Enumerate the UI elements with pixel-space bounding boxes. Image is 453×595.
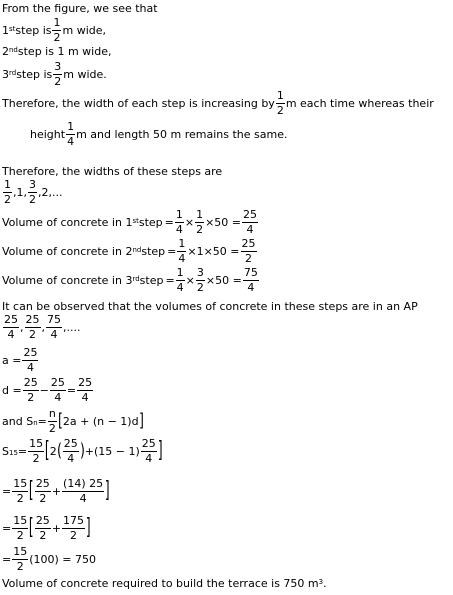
text: ,1, bbox=[13, 185, 27, 199]
bracket: [ bbox=[29, 515, 34, 541]
denominator: 4 bbox=[178, 251, 186, 265]
fraction bbox=[62, 478, 104, 504]
numerator: 1 bbox=[178, 237, 186, 250]
numerator: 25 bbox=[63, 437, 78, 450]
numerator: 25 bbox=[35, 477, 50, 490]
fraction bbox=[28, 438, 44, 464]
numerator: 25 bbox=[23, 346, 38, 359]
numerator: 15 bbox=[13, 477, 28, 490]
denominator: 2 bbox=[39, 491, 47, 505]
fraction bbox=[46, 314, 62, 340]
text: = bbox=[2, 484, 12, 498]
text: ,.... bbox=[63, 320, 81, 334]
fraction bbox=[22, 347, 38, 373]
subscript: n bbox=[33, 418, 38, 427]
denominator: 2 bbox=[276, 103, 284, 117]
fraction bbox=[276, 90, 285, 116]
fraction bbox=[25, 314, 41, 340]
text: − bbox=[39, 383, 49, 397]
denominator: 4 bbox=[176, 280, 184, 294]
fraction bbox=[53, 61, 62, 87]
fraction bbox=[50, 377, 66, 403]
subscript: 15 bbox=[8, 448, 18, 457]
numerator: 25 bbox=[35, 514, 50, 527]
denominator: 2 bbox=[39, 528, 47, 542]
numerator: 25 bbox=[241, 237, 256, 250]
text: 2a + (n − 1)d bbox=[62, 414, 139, 428]
superscript: rd bbox=[9, 68, 17, 77]
text: + bbox=[51, 521, 62, 535]
ap-statement bbox=[2, 301, 418, 312]
text: ,2,... bbox=[38, 185, 63, 199]
numerator: 3 bbox=[29, 178, 36, 191]
denominator: 2 bbox=[29, 327, 36, 341]
step2-width-line bbox=[2, 46, 111, 57]
text: = bbox=[37, 414, 47, 428]
widths-heading bbox=[2, 166, 222, 177]
fraction bbox=[141, 438, 157, 464]
text: ×50 = bbox=[205, 273, 242, 287]
fraction bbox=[3, 314, 19, 340]
denominator: 2 bbox=[70, 528, 78, 542]
superscript: nd bbox=[132, 245, 142, 254]
text: and S bbox=[2, 414, 34, 428]
superscript: st bbox=[9, 24, 16, 33]
bracket: ] bbox=[157, 438, 163, 464]
text: = bbox=[17, 444, 28, 458]
text: Volume of concrete required to build the terrace is 750 m bbox=[2, 577, 319, 590]
volume-step3-line bbox=[2, 267, 260, 293]
bracket: ] bbox=[138, 410, 144, 432]
denominator: 2 bbox=[196, 280, 204, 294]
numerator: 1 bbox=[196, 208, 204, 221]
text: ×50 = bbox=[205, 215, 242, 229]
denominator: 2 bbox=[196, 222, 204, 236]
numerator: 1 bbox=[276, 89, 284, 102]
text: step bbox=[141, 244, 166, 258]
text: a = bbox=[2, 353, 22, 367]
bracket: [ bbox=[57, 410, 63, 432]
numerator: n bbox=[48, 407, 56, 420]
numerator: 25 bbox=[141, 437, 156, 450]
fraction bbox=[12, 515, 28, 541]
text: = bbox=[167, 244, 177, 258]
ap-sequence bbox=[2, 314, 80, 340]
fraction bbox=[195, 209, 204, 235]
text: Therefore, the width of each step is increasing by bbox=[2, 96, 275, 110]
text: Therefore, the widths of these steps are bbox=[2, 165, 223, 178]
denominator: 4 bbox=[79, 491, 87, 505]
text: 2 bbox=[49, 444, 57, 458]
text: , bbox=[20, 320, 24, 334]
superscript: nd bbox=[9, 46, 18, 54]
fraction bbox=[77, 377, 93, 403]
text: × bbox=[185, 273, 195, 287]
numerator: 3 bbox=[196, 266, 204, 279]
numerator: 25 bbox=[243, 208, 258, 221]
denominator: 2 bbox=[53, 30, 61, 44]
fraction bbox=[35, 515, 51, 541]
paren: ) bbox=[79, 440, 85, 462]
height-line bbox=[30, 121, 288, 147]
fraction bbox=[241, 238, 257, 264]
text: = bbox=[165, 273, 175, 287]
fraction bbox=[177, 238, 186, 264]
denominator: 4 bbox=[246, 222, 254, 236]
fraction bbox=[3, 179, 12, 205]
conclusion-line bbox=[2, 578, 327, 589]
fraction bbox=[63, 438, 79, 464]
text: 2 bbox=[2, 45, 9, 58]
volume-step1-line bbox=[2, 209, 259, 235]
fraction bbox=[23, 377, 39, 403]
paren: ( bbox=[56, 440, 62, 462]
intro-line bbox=[2, 3, 158, 14]
numerator: 1 bbox=[53, 16, 61, 29]
increase-line bbox=[2, 90, 434, 116]
denominator: 2 bbox=[245, 251, 253, 265]
superscript: rd bbox=[132, 274, 140, 283]
denominator: 4 bbox=[175, 222, 183, 236]
denominator: 2 bbox=[16, 491, 24, 505]
fraction bbox=[35, 478, 51, 504]
text: 3 bbox=[2, 67, 9, 81]
text: step bbox=[138, 215, 163, 229]
fraction bbox=[28, 179, 37, 205]
numerator: 75 bbox=[47, 313, 61, 326]
text: . bbox=[323, 577, 327, 590]
numerator: 25 bbox=[4, 313, 18, 326]
text: step is bbox=[15, 23, 52, 37]
step-line-1 bbox=[2, 478, 110, 504]
text: m wide. bbox=[63, 67, 107, 81]
numerator: (14) 25 bbox=[63, 477, 104, 490]
numerator: 3 bbox=[54, 60, 62, 73]
denominator: 2 bbox=[54, 74, 62, 88]
intro-text: From the figure, we see that bbox=[2, 2, 158, 15]
denominator: 2 bbox=[4, 192, 11, 206]
text: , bbox=[41, 320, 45, 334]
denominator: 2 bbox=[48, 421, 56, 435]
sum-formula-line bbox=[2, 408, 144, 434]
text: (100) = 750 bbox=[29, 552, 97, 566]
text: = bbox=[164, 215, 174, 229]
bracket: ] bbox=[85, 515, 91, 541]
bracket: [ bbox=[29, 478, 34, 504]
widths-sequence bbox=[2, 179, 62, 205]
bracket: [ bbox=[45, 438, 50, 464]
text: It can be observed that the volumes of concrete in these steps are in an AP bbox=[2, 300, 418, 313]
fraction bbox=[52, 17, 61, 43]
fraction bbox=[196, 267, 205, 293]
step1-width-line bbox=[2, 17, 106, 43]
text: + bbox=[51, 484, 62, 498]
text: m and length 50 m remains the same. bbox=[76, 127, 288, 141]
fraction bbox=[66, 121, 75, 147]
numerator: 25 bbox=[50, 376, 65, 389]
text: ×1×50 = bbox=[187, 244, 240, 258]
step-line-3 bbox=[2, 546, 96, 572]
numerator: 15 bbox=[13, 545, 28, 558]
fraction bbox=[12, 546, 28, 572]
numerator: 1 bbox=[175, 208, 183, 221]
text: S bbox=[2, 444, 9, 458]
text: Volume of concrete in 2 bbox=[2, 244, 133, 258]
text: = bbox=[2, 521, 12, 535]
bracket: ] bbox=[105, 478, 110, 504]
fraction bbox=[175, 209, 184, 235]
denominator: 2 bbox=[27, 390, 35, 404]
first-term-line bbox=[2, 347, 39, 373]
denominator: 2 bbox=[29, 192, 36, 206]
denominator: 4 bbox=[81, 390, 89, 404]
fraction bbox=[12, 478, 28, 504]
denominator: 4 bbox=[54, 390, 62, 404]
superscript: st bbox=[132, 216, 139, 225]
text: m wide, bbox=[62, 23, 106, 37]
text: step is bbox=[16, 67, 53, 81]
numerator: 25 bbox=[78, 376, 93, 389]
numerator: 1 bbox=[67, 120, 75, 133]
fraction bbox=[48, 408, 57, 434]
numerator: 75 bbox=[243, 266, 258, 279]
numerator: 1 bbox=[4, 178, 11, 191]
denominator: 2 bbox=[32, 451, 40, 465]
text: = bbox=[66, 383, 77, 397]
text: = bbox=[2, 552, 12, 566]
text: d = bbox=[2, 383, 22, 397]
superscript: 3 bbox=[318, 578, 324, 586]
text: m each time whereas their bbox=[285, 96, 434, 110]
numerator: 175 bbox=[63, 514, 85, 527]
numerator: 25 bbox=[25, 313, 40, 326]
numerator: 15 bbox=[13, 514, 28, 527]
fraction bbox=[242, 209, 258, 235]
step-line-2 bbox=[2, 515, 91, 541]
denominator: 4 bbox=[50, 327, 58, 341]
fraction bbox=[176, 267, 185, 293]
fraction bbox=[62, 515, 85, 541]
text: +(15 − 1) bbox=[84, 444, 140, 458]
numerator: 15 bbox=[29, 437, 44, 450]
denominator: 2 bbox=[16, 559, 24, 573]
denominator: 4 bbox=[26, 360, 34, 374]
numerator: 25 bbox=[23, 376, 38, 389]
common-difference-line bbox=[2, 377, 94, 403]
s15-line bbox=[2, 438, 162, 464]
denominator: 4 bbox=[145, 451, 153, 465]
text: step is 1 m wide, bbox=[17, 45, 112, 58]
text: × bbox=[184, 215, 195, 229]
step3-width-line bbox=[2, 61, 107, 87]
volume-step2-line bbox=[2, 238, 258, 264]
text: Volume of concrete in 3 bbox=[2, 273, 133, 287]
numerator: 1 bbox=[176, 266, 184, 279]
text: 1 bbox=[2, 23, 9, 37]
denominator: 4 bbox=[67, 134, 75, 148]
text: Volume of concrete in 1 bbox=[2, 215, 133, 229]
denominator: 2 bbox=[16, 528, 24, 542]
text: step bbox=[139, 273, 164, 287]
denominator: 4 bbox=[247, 280, 255, 294]
fraction bbox=[243, 267, 259, 293]
text: height bbox=[30, 127, 66, 141]
denominator: 4 bbox=[7, 327, 15, 341]
denominator: 4 bbox=[67, 451, 75, 465]
